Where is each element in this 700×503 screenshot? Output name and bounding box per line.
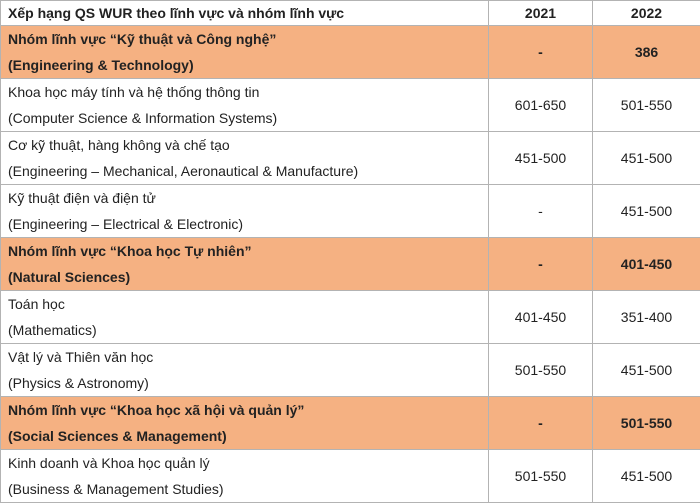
rank-2021: - xyxy=(489,397,593,450)
field-name-vi: Vật lý và Thiên văn học xyxy=(8,344,481,370)
field-cell xyxy=(1,450,489,503)
rank-2022: 401-450 xyxy=(593,238,700,291)
field-name-en: (Computer Science & Information Systems) xyxy=(8,105,481,131)
field-name-en: (Natural Sciences) xyxy=(8,264,481,290)
table-row xyxy=(1,132,700,185)
header-row xyxy=(1,1,700,26)
field-name-vi: Toán học xyxy=(8,291,481,317)
table-row-group xyxy=(1,238,700,291)
field-name-vi: Nhóm lĩnh vực “Khoa học Tự nhiên” xyxy=(8,238,481,264)
rank-2022: 351-400 xyxy=(593,291,700,344)
rank-2022: 451-500 xyxy=(593,344,700,397)
table-row xyxy=(1,344,700,397)
rank-2022: 386 xyxy=(593,26,700,79)
field-cell xyxy=(1,238,489,291)
table-row xyxy=(1,79,700,132)
field-cell xyxy=(1,291,489,344)
field-name-en: (Business & Management Studies) xyxy=(8,476,481,502)
field-name-vi: Kinh doanh và Khoa học quản lý xyxy=(8,450,481,476)
rank-2021: 451-500 xyxy=(489,132,593,185)
rank-2021: - xyxy=(489,185,593,238)
rank-2021: 501-550 xyxy=(489,344,593,397)
rank-2021: 601-650 xyxy=(489,79,593,132)
field-name-en: (Mathematics) xyxy=(8,317,481,343)
field-name-en: (Engineering – Mechanical, Aeronautical & Manufacture) xyxy=(8,158,481,184)
rank-2021: - xyxy=(489,238,593,291)
field-name-vi: Nhóm lĩnh vực “Khoa học xã hội và quản lý” xyxy=(8,397,481,423)
field-name-en: (Social Sciences & Management) xyxy=(8,423,481,449)
field-cell xyxy=(1,132,489,185)
rank-2021: 401-450 xyxy=(489,291,593,344)
rank-2022: 451-500 xyxy=(593,132,700,185)
table-row-group xyxy=(1,26,700,79)
table-row xyxy=(1,185,700,238)
field-name-en: (Engineering – Electrical & Electronic) xyxy=(8,211,481,237)
field-name-vi: Khoa học máy tính và hệ thống thông tin xyxy=(8,79,481,105)
field-name-en: (Physics & Astronomy) xyxy=(8,370,481,396)
rank-2022: 451-500 xyxy=(593,185,700,238)
rank-2022: 501-550 xyxy=(593,397,700,450)
field-name-en: (Engineering & Technology) xyxy=(8,52,481,78)
header-year-2021: 2021 xyxy=(489,1,593,26)
header-year-2022: 2022 xyxy=(593,1,700,26)
rank-2021: - xyxy=(489,26,593,79)
table-row xyxy=(1,291,700,344)
field-name-vi: Cơ kỹ thuật, hàng không và chế tạo xyxy=(8,132,481,158)
header-field: Xếp hạng QS WUR theo lĩnh vực và nhóm lĩnh vực xyxy=(1,1,489,26)
field-cell xyxy=(1,397,489,450)
field-name-vi: Nhóm lĩnh vực “Kỹ thuật và Công nghệ” xyxy=(8,26,481,52)
table-row xyxy=(1,450,700,503)
field-name-vi: Kỹ thuật điện và điện tử xyxy=(8,185,481,211)
field-cell xyxy=(1,344,489,397)
field-cell xyxy=(1,79,489,132)
rank-2022: 451-500 xyxy=(593,450,700,503)
table-row-group xyxy=(1,397,700,450)
field-cell xyxy=(1,185,489,238)
field-cell xyxy=(1,26,489,79)
rank-2022: 501-550 xyxy=(593,79,700,132)
rank-2021: 501-550 xyxy=(489,450,593,503)
